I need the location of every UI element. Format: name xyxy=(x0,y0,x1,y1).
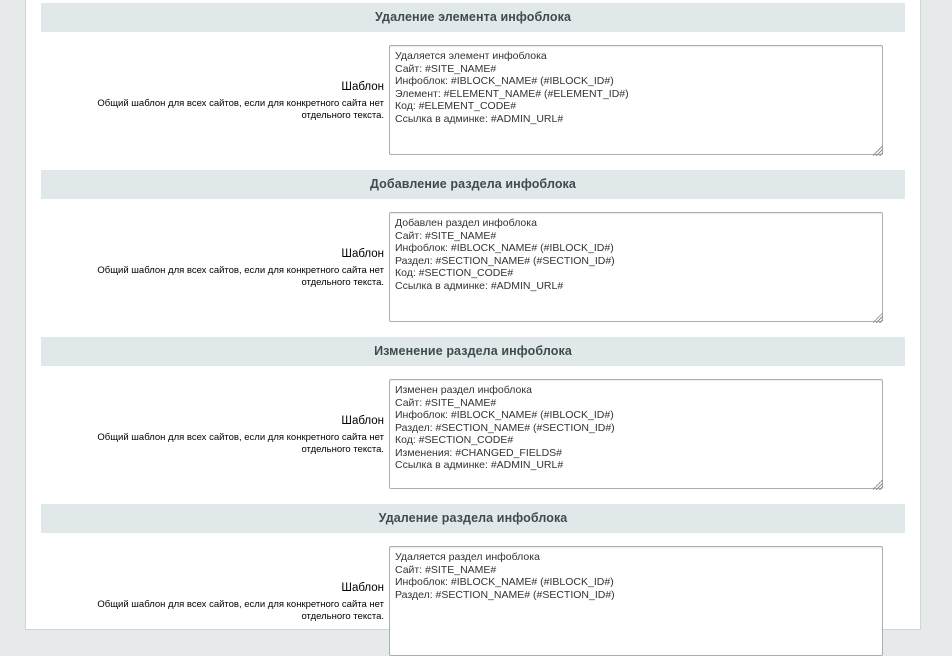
template-textarea[interactable]: Добавлен раздел инфоблока Сайт: #SITE_NAME# Инфоблок: #IBLOCK_NAME# (#IBLOCK_ID#) Раздел: #SECTION_NAME# (#SECTION_ID#) Код: #SECTION_CODE# Ссылка в админке: #ADMIN_URL# xyxy=(389,212,883,322)
field-hint: Общий шаблон для всех сайтов, если для конкретного сайта нет отдельного текста. xyxy=(97,432,384,455)
template-row xyxy=(41,533,905,622)
resize-grip-icon[interactable] xyxy=(873,146,883,156)
field-hint: Общий шаблон для всех сайтов, если для конкретного сайта нет отдельного текста. xyxy=(97,265,384,288)
template-textarea[interactable]: Изменен раздел инфоблока Сайт: #SITE_NAME# Инфоблок: #IBLOCK_NAME# (#IBLOCK_ID#) Раздел: #SECTION_NAME# (#SECTION_ID#) Код: #SECTION_CODE# Изменения: #CHANGED_FIELDS# Ссылка в админке: #ADMIN_URL# xyxy=(389,379,883,489)
resize-grip-icon[interactable] xyxy=(873,480,883,490)
template-row xyxy=(41,199,905,337)
section-header: Изменение раздела инфоблока xyxy=(41,337,905,366)
template-textarea[interactable]: Удаляется элемент инфоблока Сайт: #SITE_NAME# Инфоблок: #IBLOCK_NAME# (#IBLOCK_ID#) Элемент: #ELEMENT_NAME# (#ELEMENT_ID#) Код: #ELEMENT_CODE# Ссылка в админке: #ADMIN_URL# xyxy=(389,45,883,155)
field-hint: Общий шаблон для всех сайтов, если для конкретного сайта нет отдельного текста. xyxy=(97,98,384,121)
section-header: Удаление раздела инфоблока xyxy=(41,504,905,533)
field-label: Шаблон xyxy=(341,81,384,93)
section-delete-section xyxy=(41,504,905,622)
template-textarea[interactable]: Удаляется раздел инфоблока Сайт: #SITE_NAME# Инфоблок: #IBLOCK_NAME# (#IBLOCK_ID#) Раздел: #SECTION_NAME# (#SECTION_ID#) xyxy=(389,546,883,656)
field-label: Шаблон xyxy=(341,248,384,260)
field-label: Шаблон xyxy=(341,415,384,427)
field-hint: Общий шаблон для всех сайтов, если для конкретного сайта нет отдельного текста. xyxy=(97,599,384,622)
template-row xyxy=(41,32,905,170)
field-label: Шаблон xyxy=(341,582,384,594)
section-header: Удаление элемента инфоблока xyxy=(41,3,905,32)
section-delete-element xyxy=(41,3,905,170)
resize-grip-icon[interactable] xyxy=(873,313,883,323)
section-add-section xyxy=(41,170,905,337)
template-row xyxy=(41,366,905,504)
section-change-section xyxy=(41,337,905,504)
section-header: Добавление раздела инфоблока xyxy=(41,170,905,199)
